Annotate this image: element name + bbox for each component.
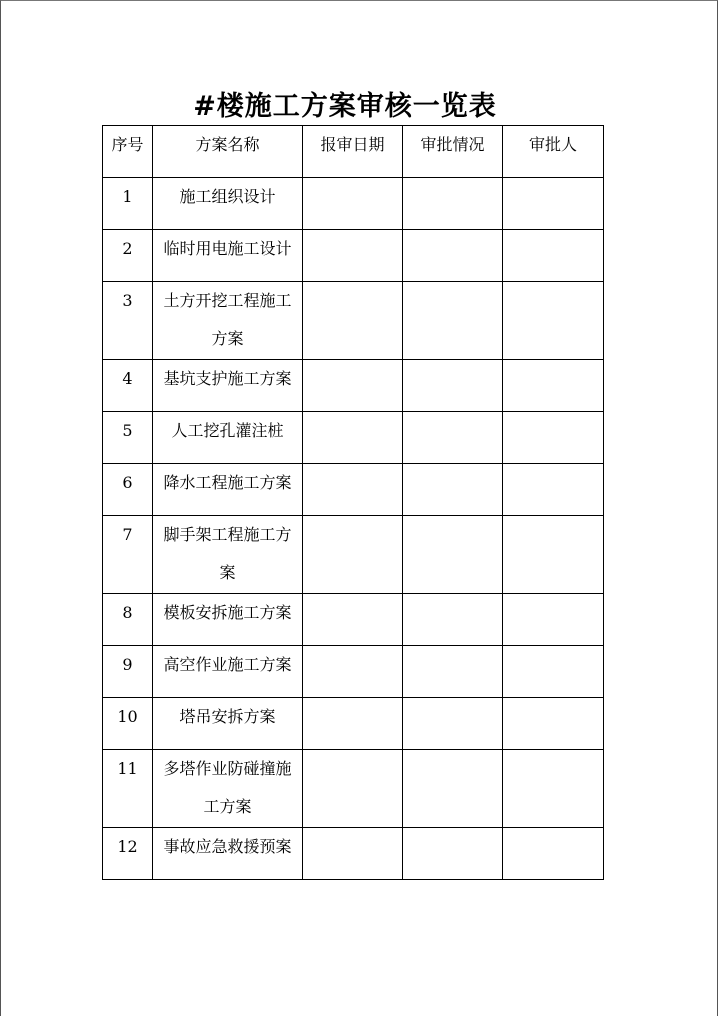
table-row: [103, 230, 604, 282]
approver-cell: [503, 698, 604, 750]
submit-date-cell: [303, 282, 403, 360]
table-header-row: [103, 126, 604, 178]
approval-status-cell: [403, 594, 503, 646]
approval-status-cell: [403, 750, 503, 828]
column-header-approver: 审批人: [503, 126, 604, 178]
document-title: #楼施工方案审核一览表: [193, 91, 497, 122]
table-row: [103, 412, 604, 464]
approval-status-cell: [403, 178, 503, 230]
plan-name: 事故应急救援预案: [153, 828, 303, 880]
table-row: [103, 698, 604, 750]
submit-date-cell: [303, 750, 403, 828]
table-row: [103, 828, 604, 880]
row-number: 11: [103, 750, 153, 828]
row-number: 12: [103, 828, 153, 880]
table-row: [103, 646, 604, 698]
submit-date-cell: [303, 516, 403, 594]
approver-cell: [503, 282, 604, 360]
approver-cell: [503, 360, 604, 412]
submit-date-cell: [303, 412, 403, 464]
approval-status-cell: [403, 698, 503, 750]
table-row: [103, 178, 604, 230]
plan-name: 高空作业施工方案: [153, 646, 303, 698]
submit-date-cell: [303, 646, 403, 698]
approver-cell: [503, 178, 604, 230]
plan-name: 临时用电施工设计: [153, 230, 303, 282]
approval-status-cell: [403, 828, 503, 880]
plan-name: 基坑支护施工方案: [153, 360, 303, 412]
column-header-status: 审批情况: [403, 126, 503, 178]
review-table: [102, 125, 604, 880]
row-number: 2: [103, 230, 153, 282]
row-number: 4: [103, 360, 153, 412]
table-row: [103, 464, 604, 516]
submit-date-cell: [303, 178, 403, 230]
approver-cell: [503, 646, 604, 698]
row-number: 5: [103, 412, 153, 464]
plan-name: 塔吊安拆方案: [153, 698, 303, 750]
submit-date-cell: [303, 230, 403, 282]
table-row: [103, 360, 604, 412]
row-number: 8: [103, 594, 153, 646]
approval-status-cell: [403, 516, 503, 594]
column-header-name: 方案名称: [153, 126, 303, 178]
approver-cell: [503, 828, 604, 880]
approval-status-cell: [403, 464, 503, 516]
table-row: [103, 282, 604, 360]
approval-status-cell: [403, 282, 503, 360]
approver-cell: [503, 230, 604, 282]
row-number: 9: [103, 646, 153, 698]
plan-name: 脚手架工程施工方案: [153, 516, 303, 594]
approver-cell: [503, 594, 604, 646]
table-row: [103, 594, 604, 646]
approver-cell: [503, 750, 604, 828]
submit-date-cell: [303, 464, 403, 516]
row-number: 1: [103, 178, 153, 230]
approval-status-cell: [403, 412, 503, 464]
table-row: [103, 750, 604, 828]
row-number: 7: [103, 516, 153, 594]
plan-name: 多塔作业防碰撞施工方案: [153, 750, 303, 828]
row-number: 3: [103, 282, 153, 360]
submit-date-cell: [303, 360, 403, 412]
approval-status-cell: [403, 360, 503, 412]
approval-status-cell: [403, 646, 503, 698]
row-number: 10: [103, 698, 153, 750]
column-header-date: 报审日期: [303, 126, 403, 178]
approver-cell: [503, 412, 604, 464]
submit-date-cell: [303, 828, 403, 880]
plan-name: 模板安拆施工方案: [153, 594, 303, 646]
approver-cell: [503, 516, 604, 594]
approver-cell: [503, 464, 604, 516]
column-header-no: 序号: [103, 126, 153, 178]
row-number: 6: [103, 464, 153, 516]
submit-date-cell: [303, 698, 403, 750]
plan-name: 土方开挖工程施工方案: [153, 282, 303, 360]
plan-name: 施工组织设计: [153, 178, 303, 230]
submit-date-cell: [303, 594, 403, 646]
table-row: [103, 516, 604, 594]
plan-name: 降水工程施工方案: [153, 464, 303, 516]
approval-status-cell: [403, 230, 503, 282]
plan-name: 人工挖孔灌注桩: [153, 412, 303, 464]
